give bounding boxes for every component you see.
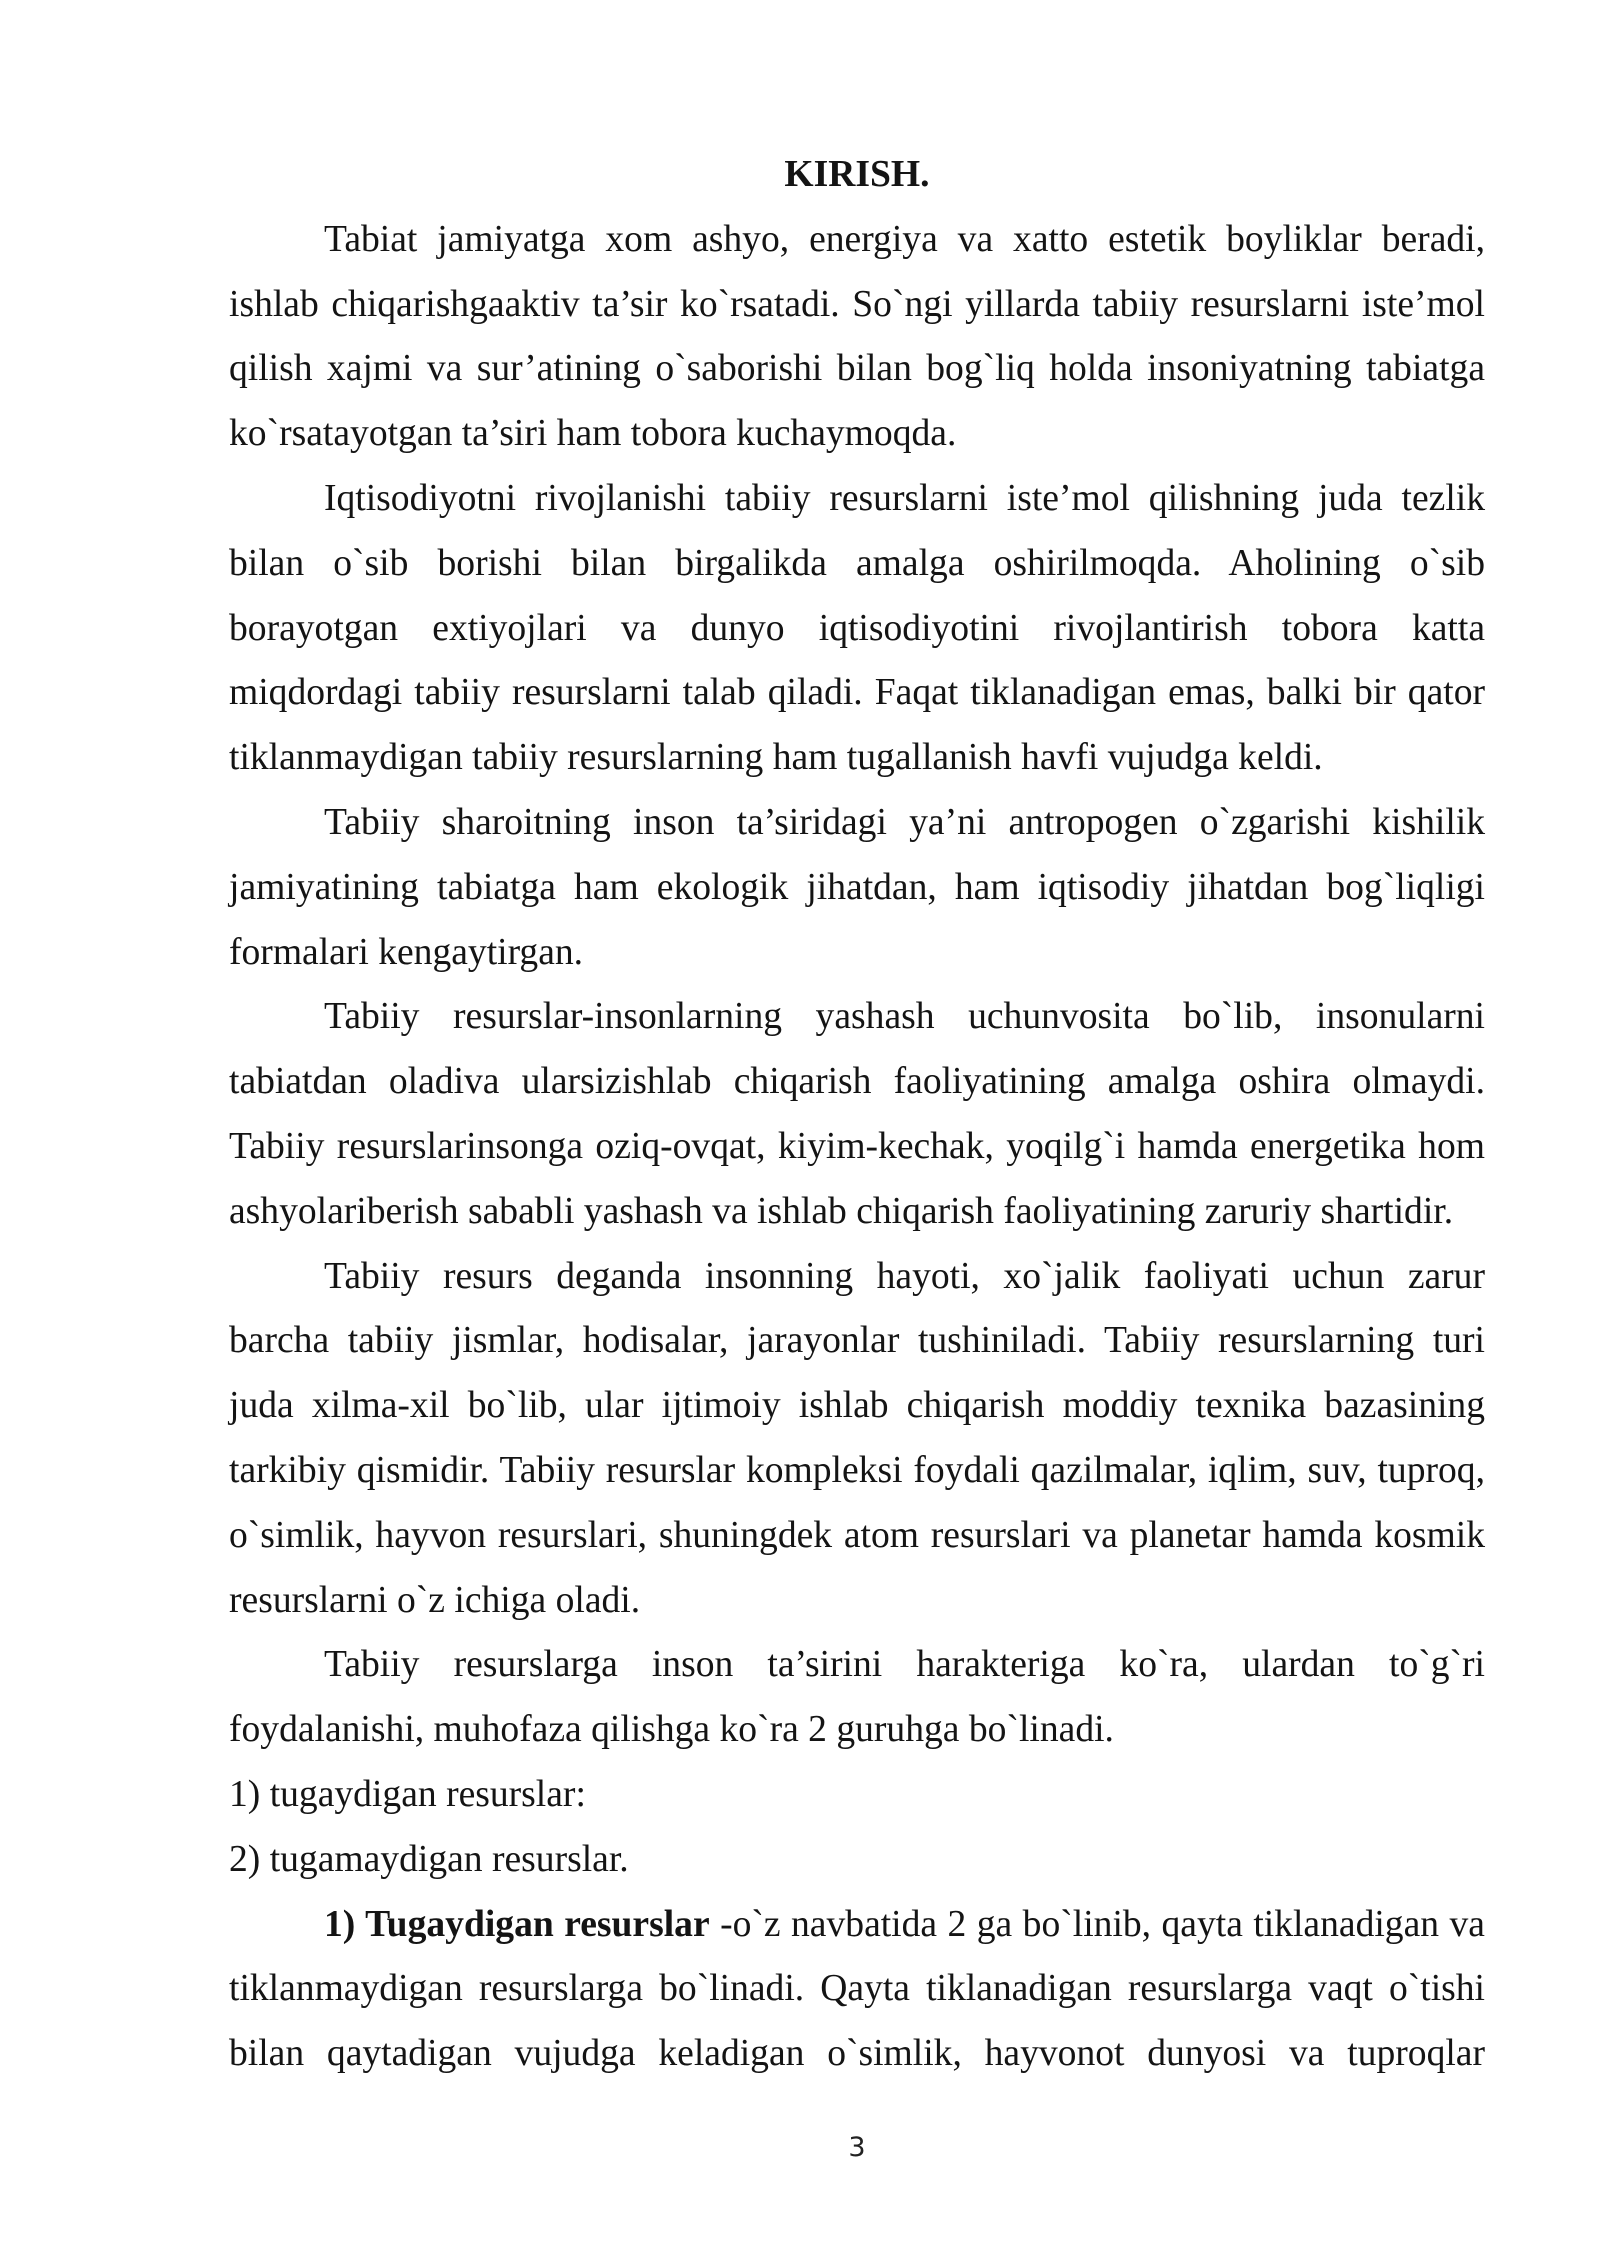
paragraph-line: bilan qaytadigan vujudga keladigan o`simlik, hayvonot dunyosi va tuproqlar: [229, 2033, 1485, 2075]
paragraph-line: Tabiiy resurs deganda insonning hayoti, xo`jalik faoliyati uchun zarur: [324, 1255, 1485, 1297]
page-body: [229, 143, 1485, 2087]
paragraph: [229, 1633, 1485, 1763]
paragraph-line: bilan o`sib borishi bilan birgalikda amalga oshirilmoqda. Aholining o`sib: [229, 542, 1485, 584]
paragraph-line: tiklanmaydigan tabiiy resurslarning ham tugallanish havfi vujudga keldi.: [229, 737, 1323, 779]
paragraph-line: tarkibiy qismidir. Tabiiy resurslar kompleksi foydali qazilmalar, iqlim, suv, tuproq,: [229, 1449, 1485, 1491]
paragraph-line: ishlab chiqarishgaaktiv ta’sir ko`rsatadi. So`ngi yillarda tabiiy resurslarni iste’mol: [229, 283, 1485, 325]
list-item: 2) tugamaydigan resurslar.: [229, 1838, 629, 1880]
paragraph-line: borayotgan extiyojlari va dunyo iqtisodiyotini rivojlantirish tobora katta: [229, 607, 1485, 649]
paragraph: [229, 208, 1485, 467]
paragraph-line: Tabiiy resurslarinsonga oziq-ovqat, kiyim-kechak, yoqilg`i hamda energetika hom: [229, 1125, 1485, 1167]
paragraph-line: ko`rsatayotgan ta’siri ham tobora kuchaymoqda.: [229, 413, 957, 455]
paragraph: [229, 467, 1485, 791]
resource-list: [229, 1763, 1485, 1893]
paragraph-line: resurslarni o`z ichiga oladi.: [229, 1579, 641, 1621]
paragraph-line: barcha tabiiy jismlar, hodisalar, jarayonlar tushiniladi. Tabiiy resurslarning turi: [229, 1320, 1485, 1362]
paragraph-line: o`simlik, hayvon resurslari, shuningdek atom resurslari va planetar hamda kosmik: [229, 1514, 1485, 1556]
paragraph-line: ashyolariberish sababli yashash va ishlab chiqarish faoliyatining zaruriy shartidir.: [229, 1190, 1454, 1232]
paragraph-line: foydalanishi, muhofaza qilishga ko`ra 2 guruhga bo`linadi.: [229, 1709, 1114, 1751]
paragraph-line: Tabiiy sharoitning inson ta’siridagi ya’ni antropogen o`zgarishi kishilik: [324, 801, 1485, 843]
paragraph-line: juda xilma-xil bo`lib, ular ijtimoiy ishlab chiqarish moddiy texnika bazasining: [229, 1385, 1485, 1427]
paragraph-line: tiklanmaydigan resurslarga bo`linadi. Qayta tiklanadigan resurslarga vaqt o`tishi: [229, 1968, 1485, 2010]
paragraph-line: Iqtisodiyotni rivojlanishi tabiiy resurslarni iste’mol qilishning juda tezlik: [324, 477, 1485, 519]
paragraph-line: qilish xajmi va sur’atining o`saborishi bilan bog`liq holda insoniyatning tabiatga: [229, 348, 1485, 390]
paragraph: [229, 791, 1485, 985]
paragraph-line: miqdordagi tabiiy resurslarni talab qiladi. Faqat tiklanadigan emas, balki bir qator: [229, 672, 1485, 714]
paragraph: [229, 1245, 1485, 1634]
paragraph-line: Tabiiy resurslarga inson ta’sirini harakteriga ko`ra, ulardan to`g`ri: [324, 1644, 1485, 1686]
paragraph-line: Tabiat jamiyatga xom ashyo, energiya va xatto estetik boyliklar beradi,: [324, 218, 1485, 260]
page-number: 3: [848, 2132, 866, 2163]
paragraph: [229, 1893, 1485, 2087]
paragraph-line: formalari kengaytirgan.: [229, 931, 584, 973]
paragraph-line: Tabiiy resurslar-insonlarning yashash uchunvosita bo`lib, insonularni: [324, 996, 1485, 1038]
paragraph-line: jamiyatining tabiatga ham ekologik jihatdan, ham iqtisodiy jihatdan bog`liqligi: [229, 866, 1485, 908]
paragraph-line: [229, 1893, 1485, 1958]
paragraph-line-text: -o`z navbatida 2 ga bo`linib, qayta tiklanadigan va: [720, 1903, 1485, 1945]
paragraph: [229, 985, 1485, 1244]
list-item: 1) tugaydigan resurslar:: [229, 1773, 586, 1815]
page-title: KIRISH.: [784, 154, 930, 195]
paragraph-line: tabiatdan oladiva ularsizishlab chiqarish faoliyatining amalga oshira olmaydi.: [229, 1061, 1485, 1103]
bold-term: 1) Tugaydigan resurslar: [324, 1903, 710, 1945]
